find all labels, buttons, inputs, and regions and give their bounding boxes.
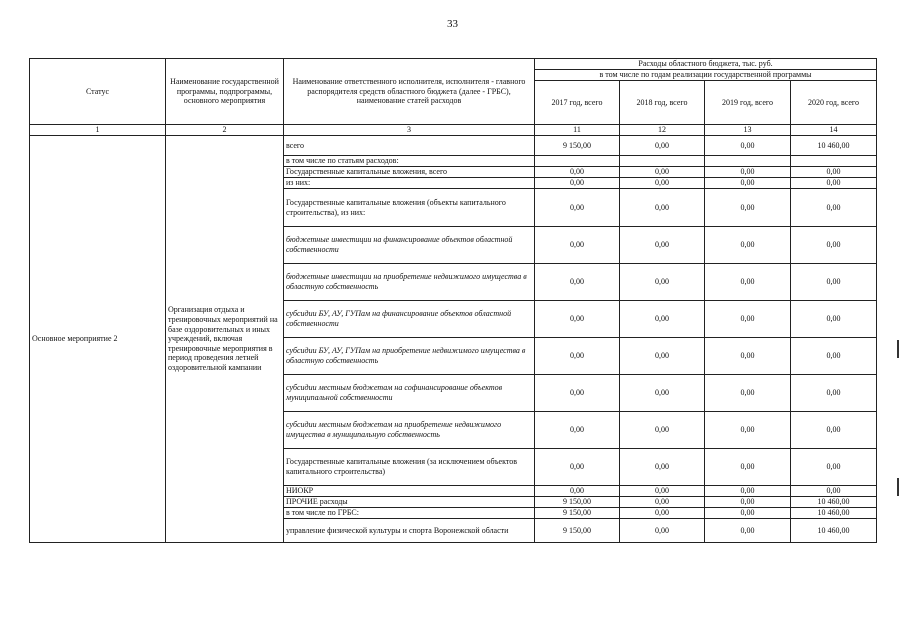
col-number: 12 bbox=[620, 125, 705, 136]
cell-2020: 0,00 bbox=[791, 486, 877, 497]
cell-2020: 0,00 bbox=[791, 178, 877, 189]
col-number: 2 bbox=[166, 125, 284, 136]
cell-2019: 0,00 bbox=[705, 301, 791, 338]
cell-2019: 0,00 bbox=[705, 189, 791, 227]
cell-2020: 10 460,00 bbox=[791, 497, 877, 508]
row-label: бюджетные инвестиции на финансирование объектов областной собственности bbox=[284, 227, 535, 264]
cell-2020: 0,00 bbox=[791, 338, 877, 375]
cell-2017: 0,00 bbox=[535, 486, 620, 497]
cell-2020: 10 460,00 bbox=[791, 136, 877, 156]
cell-2019: 0,00 bbox=[705, 497, 791, 508]
cell-2017: 0,00 bbox=[535, 375, 620, 412]
cell-2020: 0,00 bbox=[791, 449, 877, 486]
row-label: из них: bbox=[284, 178, 535, 189]
cell-2018: 0,00 bbox=[620, 167, 705, 178]
cell-2017: 0,00 bbox=[535, 449, 620, 486]
header-executor: Наименование ответственного исполнителя, исполнителя - главного распорядителя средств областного бюджета (далее - ГРБС), наименование статей расходов bbox=[284, 59, 535, 125]
cell-2019: 0,00 bbox=[705, 178, 791, 189]
header-year-2018: 2018 год, всего bbox=[620, 81, 705, 125]
cell-2019: 0,00 bbox=[705, 486, 791, 497]
cell-2017: 0,00 bbox=[535, 338, 620, 375]
row-label: бюджетные инвестиции на приобретение недвижимого имущества в областную собственность bbox=[284, 264, 535, 301]
cell-2017: 9 150,00 bbox=[535, 136, 620, 156]
cell-2020: 0,00 bbox=[791, 412, 877, 449]
row-label: Государственные капитальные вложения (за исключением объектов капитального строительства) bbox=[284, 449, 535, 486]
row-label: субсидии БУ, АУ, ГУПам на финансирование объектов областной собственности bbox=[284, 301, 535, 338]
cell-2017 bbox=[535, 156, 620, 167]
row-label: субсидии БУ, АУ, ГУПам на приобретение недвижимого имущества в областную собственность bbox=[284, 338, 535, 375]
measure-name: Организация отдыха и тренировочных мероприятий на базе оздоровительных и иных учреждений, включая тренировочные мероприятия в период проведения летней оздоровительной кампании bbox=[166, 136, 284, 543]
scan-edge-mark bbox=[897, 478, 899, 496]
cell-2018: 0,00 bbox=[620, 412, 705, 449]
row-label: в том числе по ГРБС: bbox=[284, 508, 535, 519]
cell-2018 bbox=[620, 156, 705, 167]
status-cell: Основное мероприятие 2 bbox=[30, 136, 166, 543]
cell-2020: 0,00 bbox=[791, 301, 877, 338]
cell-2019: 0,00 bbox=[705, 264, 791, 301]
page-number: 33 bbox=[447, 18, 458, 30]
cell-2020 bbox=[791, 156, 877, 167]
header-year-2020: 2020 год, всего bbox=[791, 81, 877, 125]
cell-2019: 0,00 bbox=[705, 167, 791, 178]
col-number: 11 bbox=[535, 125, 620, 136]
row-label: в том числе по статьям расходов: bbox=[284, 156, 535, 167]
cell-2017: 9 150,00 bbox=[535, 519, 620, 543]
cell-2018: 0,00 bbox=[620, 497, 705, 508]
cell-2018: 0,00 bbox=[620, 189, 705, 227]
col-number: 3 bbox=[284, 125, 535, 136]
cell-2017: 9 150,00 bbox=[535, 497, 620, 508]
row-label: НИОКР bbox=[284, 486, 535, 497]
header-expenses: Расходы областного бюджета, тыс. руб. bbox=[535, 59, 877, 70]
col-number: 14 bbox=[791, 125, 877, 136]
cell-2017: 9 150,00 bbox=[535, 508, 620, 519]
cell-2020: 10 460,00 bbox=[791, 519, 877, 543]
cell-2020: 0,00 bbox=[791, 375, 877, 412]
cell-2018: 0,00 bbox=[620, 486, 705, 497]
header-year-2019: 2019 год, всего bbox=[705, 81, 791, 125]
cell-2018: 0,00 bbox=[620, 136, 705, 156]
cell-2017: 0,00 bbox=[535, 167, 620, 178]
cell-2019: 0,00 bbox=[705, 338, 791, 375]
cell-2019: 0,00 bbox=[705, 375, 791, 412]
cell-2020: 0,00 bbox=[791, 189, 877, 227]
cell-2018: 0,00 bbox=[620, 301, 705, 338]
cell-2019 bbox=[705, 156, 791, 167]
cell-2017: 0,00 bbox=[535, 178, 620, 189]
cell-2018: 0,00 bbox=[620, 338, 705, 375]
row-label: Государственные капитальные вложения, всего bbox=[284, 167, 535, 178]
scan-edge-mark bbox=[897, 340, 899, 358]
cell-2018: 0,00 bbox=[620, 375, 705, 412]
cell-2018: 0,00 bbox=[620, 519, 705, 543]
cell-2017: 0,00 bbox=[535, 227, 620, 264]
cell-2019: 0,00 bbox=[705, 508, 791, 519]
cell-2018: 0,00 bbox=[620, 227, 705, 264]
cell-2020: 10 460,00 bbox=[791, 508, 877, 519]
cell-2019: 0,00 bbox=[705, 412, 791, 449]
cell-2020: 0,00 bbox=[791, 167, 877, 178]
row-label: всего bbox=[284, 136, 535, 156]
cell-2020: 0,00 bbox=[791, 227, 877, 264]
row-label: ПРОЧИЕ расходы bbox=[284, 497, 535, 508]
header-year-2017: 2017 год, всего bbox=[535, 81, 620, 125]
cell-2019: 0,00 bbox=[705, 519, 791, 543]
cell-2018: 0,00 bbox=[620, 449, 705, 486]
budget-table bbox=[29, 58, 877, 543]
row-label: субсидии местным бюджетам на софинансирование объектов муниципальной собственности bbox=[284, 375, 535, 412]
cell-2017: 0,00 bbox=[535, 189, 620, 227]
cell-2018: 0,00 bbox=[620, 178, 705, 189]
cell-2019: 0,00 bbox=[705, 227, 791, 264]
cell-2019: 0,00 bbox=[705, 449, 791, 486]
cell-2019: 0,00 bbox=[705, 136, 791, 156]
row-label: Государственные капитальные вложения (объекты капитального строительства), из них: bbox=[284, 189, 535, 227]
col-number: 13 bbox=[705, 125, 791, 136]
header-status: Статус bbox=[30, 59, 166, 125]
header-program-name: Наименование государственной программы, подпрограммы, основного мероприятия bbox=[166, 59, 284, 125]
cell-2017: 0,00 bbox=[535, 412, 620, 449]
col-number: 1 bbox=[30, 125, 166, 136]
row-label: субсидии местным бюджетам на приобретение недвижимого имущества в муниципальную собственность bbox=[284, 412, 535, 449]
cell-2020: 0,00 bbox=[791, 264, 877, 301]
header-by-years: в том числе по годам реализации государственной программы bbox=[535, 70, 877, 81]
cell-2017: 0,00 bbox=[535, 264, 620, 301]
cell-2018: 0,00 bbox=[620, 508, 705, 519]
cell-2017: 0,00 bbox=[535, 301, 620, 338]
cell-2018: 0,00 bbox=[620, 264, 705, 301]
row-label: управление физической культуры и спорта Воронежской области bbox=[284, 519, 535, 543]
